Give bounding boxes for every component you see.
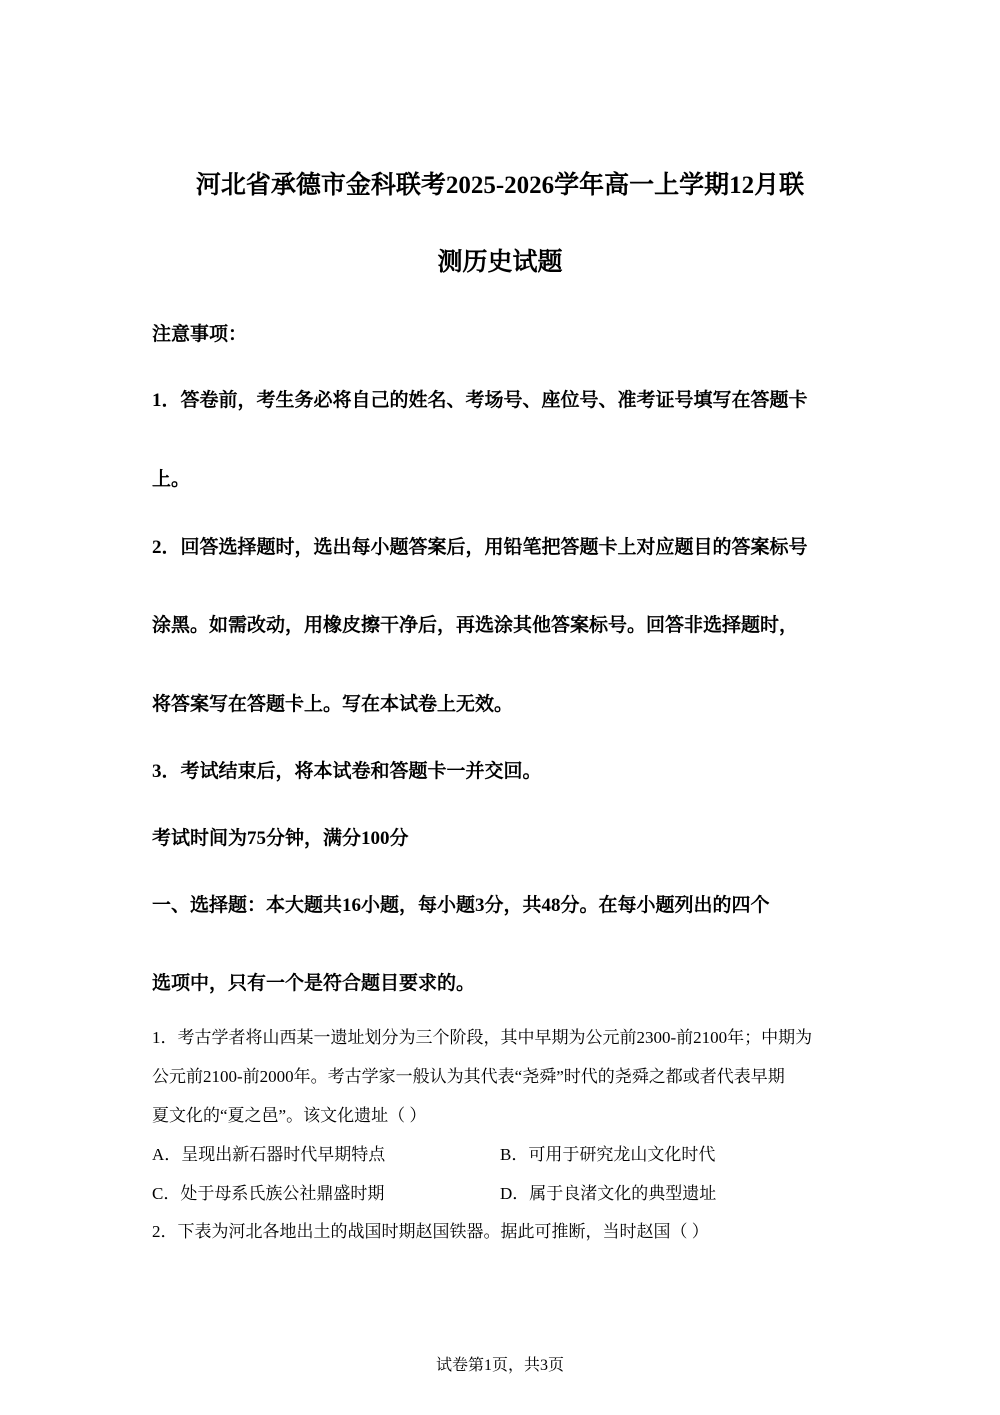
notice-heading: 注意事项： [152, 324, 248, 345]
exam-title-line-1: 河北省承德市金科联考2025-2026学年高一上学期12月联 [195, 172, 805, 199]
exam-title-line-2: 测历史试题 [437, 249, 563, 276]
exam-time-score: 考试时间为75分钟，满分100分 [152, 828, 409, 849]
section-1-heading-line-2: 选项中，只有一个是符合题目要求的。 [152, 973, 476, 994]
question-2-line-1: 2．下表为河北各地出土的战国时期赵国铁器。据此可推断，当时赵国（ ） [152, 1222, 709, 1241]
question-1-option-c: C．处于母系氏族公社鼎盛时期 [152, 1184, 385, 1203]
section-1-heading-line-1: 一、选择题：本大题共16小题，每小题3分，共48分。在每小题列出的四个 [152, 895, 770, 916]
notice-item-2-line-2: 涂黑。如需改动，用橡皮擦干净后，再选涂其他答案标号。回答非选择题时， [152, 615, 799, 636]
notice-item-3: 3．考试结束后，将本试卷和答题卡一并交回。 [152, 761, 542, 782]
question-1-option-d: D．属于良渚文化的典型遗址 [500, 1184, 717, 1203]
question-1-line-2: 公元前2100-前2000年。考古学家一般认为其代表“尧舜”时代的尧舜之都或者代表早期 [152, 1067, 785, 1086]
page-footer: 试卷第1页，共3页 [435, 1357, 564, 1374]
notice-item-1-line-2: 上。 [152, 469, 191, 490]
notice-item-2-line-3: 将答案写在答题卡上。写在本试卷上无效。 [152, 694, 514, 715]
question-1-option-b: B．可用于研究龙山文化时代 [500, 1145, 716, 1164]
question-1-line-3: 夏文化的“夏之邑”。该文化遗址（ ） [152, 1106, 427, 1125]
notice-item-2-line-1: 2．回答选择题时，选出每小题答案后，用铅笔把答题卡上对应题目的答案标号 [152, 537, 808, 558]
question-1-option-a: A．呈现出新石器时代早期特点 [152, 1145, 386, 1164]
notice-item-1-line-1: 1．答卷前，考生务必将自己的姓名、考场号、座位号、准考证号填写在答题卡 [152, 390, 808, 411]
question-1-line-1: 1．考古学者将山西某一遗址划分为三个阶段，其中早期为公元前2300-前2100年；中期为 [152, 1028, 813, 1047]
